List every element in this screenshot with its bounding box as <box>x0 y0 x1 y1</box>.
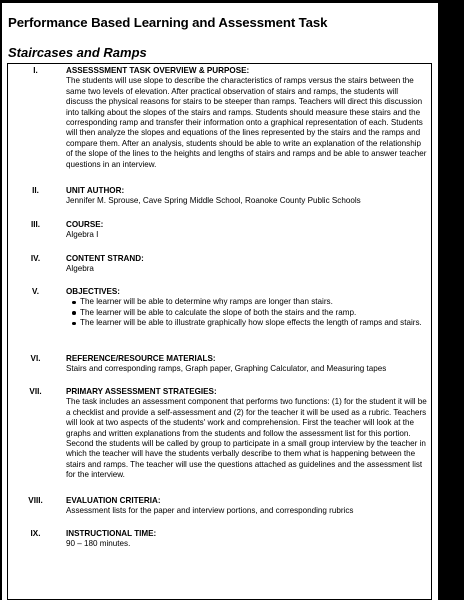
document-page <box>2 3 438 600</box>
section-text: Algebra <box>66 264 94 274</box>
section-text: Stairs and corresponding ramps, Graph paper, Graphing Calculator, and Measuring tapes <box>66 364 387 374</box>
section-numeral: VI. <box>30 354 41 363</box>
section-heading: INSTRUCTIONAL TIME: <box>66 529 157 538</box>
section-heading: UNIT AUTHOR: <box>66 186 125 195</box>
section-heading: CONTENT STRAND: <box>66 254 144 263</box>
section-numeral: IV. <box>30 254 41 263</box>
section-heading: COURSE: <box>66 220 104 229</box>
section-text: Assessment lists for the paper and interview portions, and corresponding rubrics <box>66 506 354 516</box>
section-numeral: V. <box>32 287 39 296</box>
section-text: The students will use slope to describe the characteristics of ramps versus the stairs between the same two levels of elevation. After practical observation of stairs and ramps, the students will discuss the physical reasons for stairs to be steeper than ramps. Teachers will direct this discussion into talking about the slopes of the stairs and ramps. Students should measure these stairs and the corresponding ramp and transfer their information onto a graphical representation of each. Students will then analyze the slopes and equations of the lines represented by the stairs and the ramps and compare them. After an analysis, students should be able to write an explanation of the relationship of the slope of the lines to the heights and lengths of stairs and ramps and be able to answer teacher questions in an interview. <box>66 76 427 169</box>
section-text: Jennifer M. Sprouse, Cave Spring Middle School, Roanoke County Public Schools <box>66 196 361 206</box>
section-numeral: VIII. <box>28 496 43 505</box>
list-item: The learner will be able to calculate the slope of both the stairs and the ramp. <box>72 308 427 318</box>
bullet-icon <box>72 322 76 326</box>
task-outline-box <box>7 63 432 600</box>
section-numeral: II. <box>32 186 39 195</box>
bullet-icon <box>72 311 76 315</box>
section-heading: EVALUATION CRITERIA: <box>66 496 161 505</box>
section-numeral: IX. <box>30 529 41 538</box>
section-numeral: I. <box>33 66 38 75</box>
list-item: The learner will be able to illustrate graphically how slope effects the length of ramps and stairs. <box>72 318 427 328</box>
section-heading: REFERENCE/RESOURCE MATERIALS: <box>66 354 216 363</box>
document-subtitle: Staircases and Ramps <box>8 45 147 60</box>
list-item: The learner will be able to determine why ramps are longer than stairs. <box>72 297 427 307</box>
section-numeral: III. <box>31 220 40 229</box>
section-heading: PRIMARY ASSESSMENT STRATEGIES: <box>66 387 217 396</box>
section-text: Algebra I <box>66 230 99 240</box>
section-text: 90 – 180 minutes. <box>66 539 131 549</box>
bullet-icon <box>72 301 76 305</box>
section-heading: OBJECTIVES: <box>66 287 120 296</box>
section-heading: ASSESSSMENT TASK OVERVIEW & PURPOSE: <box>66 66 250 75</box>
section-numeral: VII. <box>29 387 42 396</box>
objectives-list <box>66 297 427 328</box>
document-title: Performance Based Learning and Assessment Task <box>8 15 328 30</box>
section-text: The task includes an assessment component that performs two functions: (1) for the student it will be a checklist and provide a self-assessment and (2) for the teacher it will be used as a rubric. Teachers will look at two aspects of the students' work and comprehension. First the teacher will look at the graphs and written explanations from the students and follow the assessment list for this portion. Second the students will be called by group to participate in a small group interview by the teacher in which the teacher will have the students verbally describe to them what is happening between the stairs and ramps. The teacher will use the questions attached as guidelines and the assessment list for the interview. <box>66 397 427 480</box>
